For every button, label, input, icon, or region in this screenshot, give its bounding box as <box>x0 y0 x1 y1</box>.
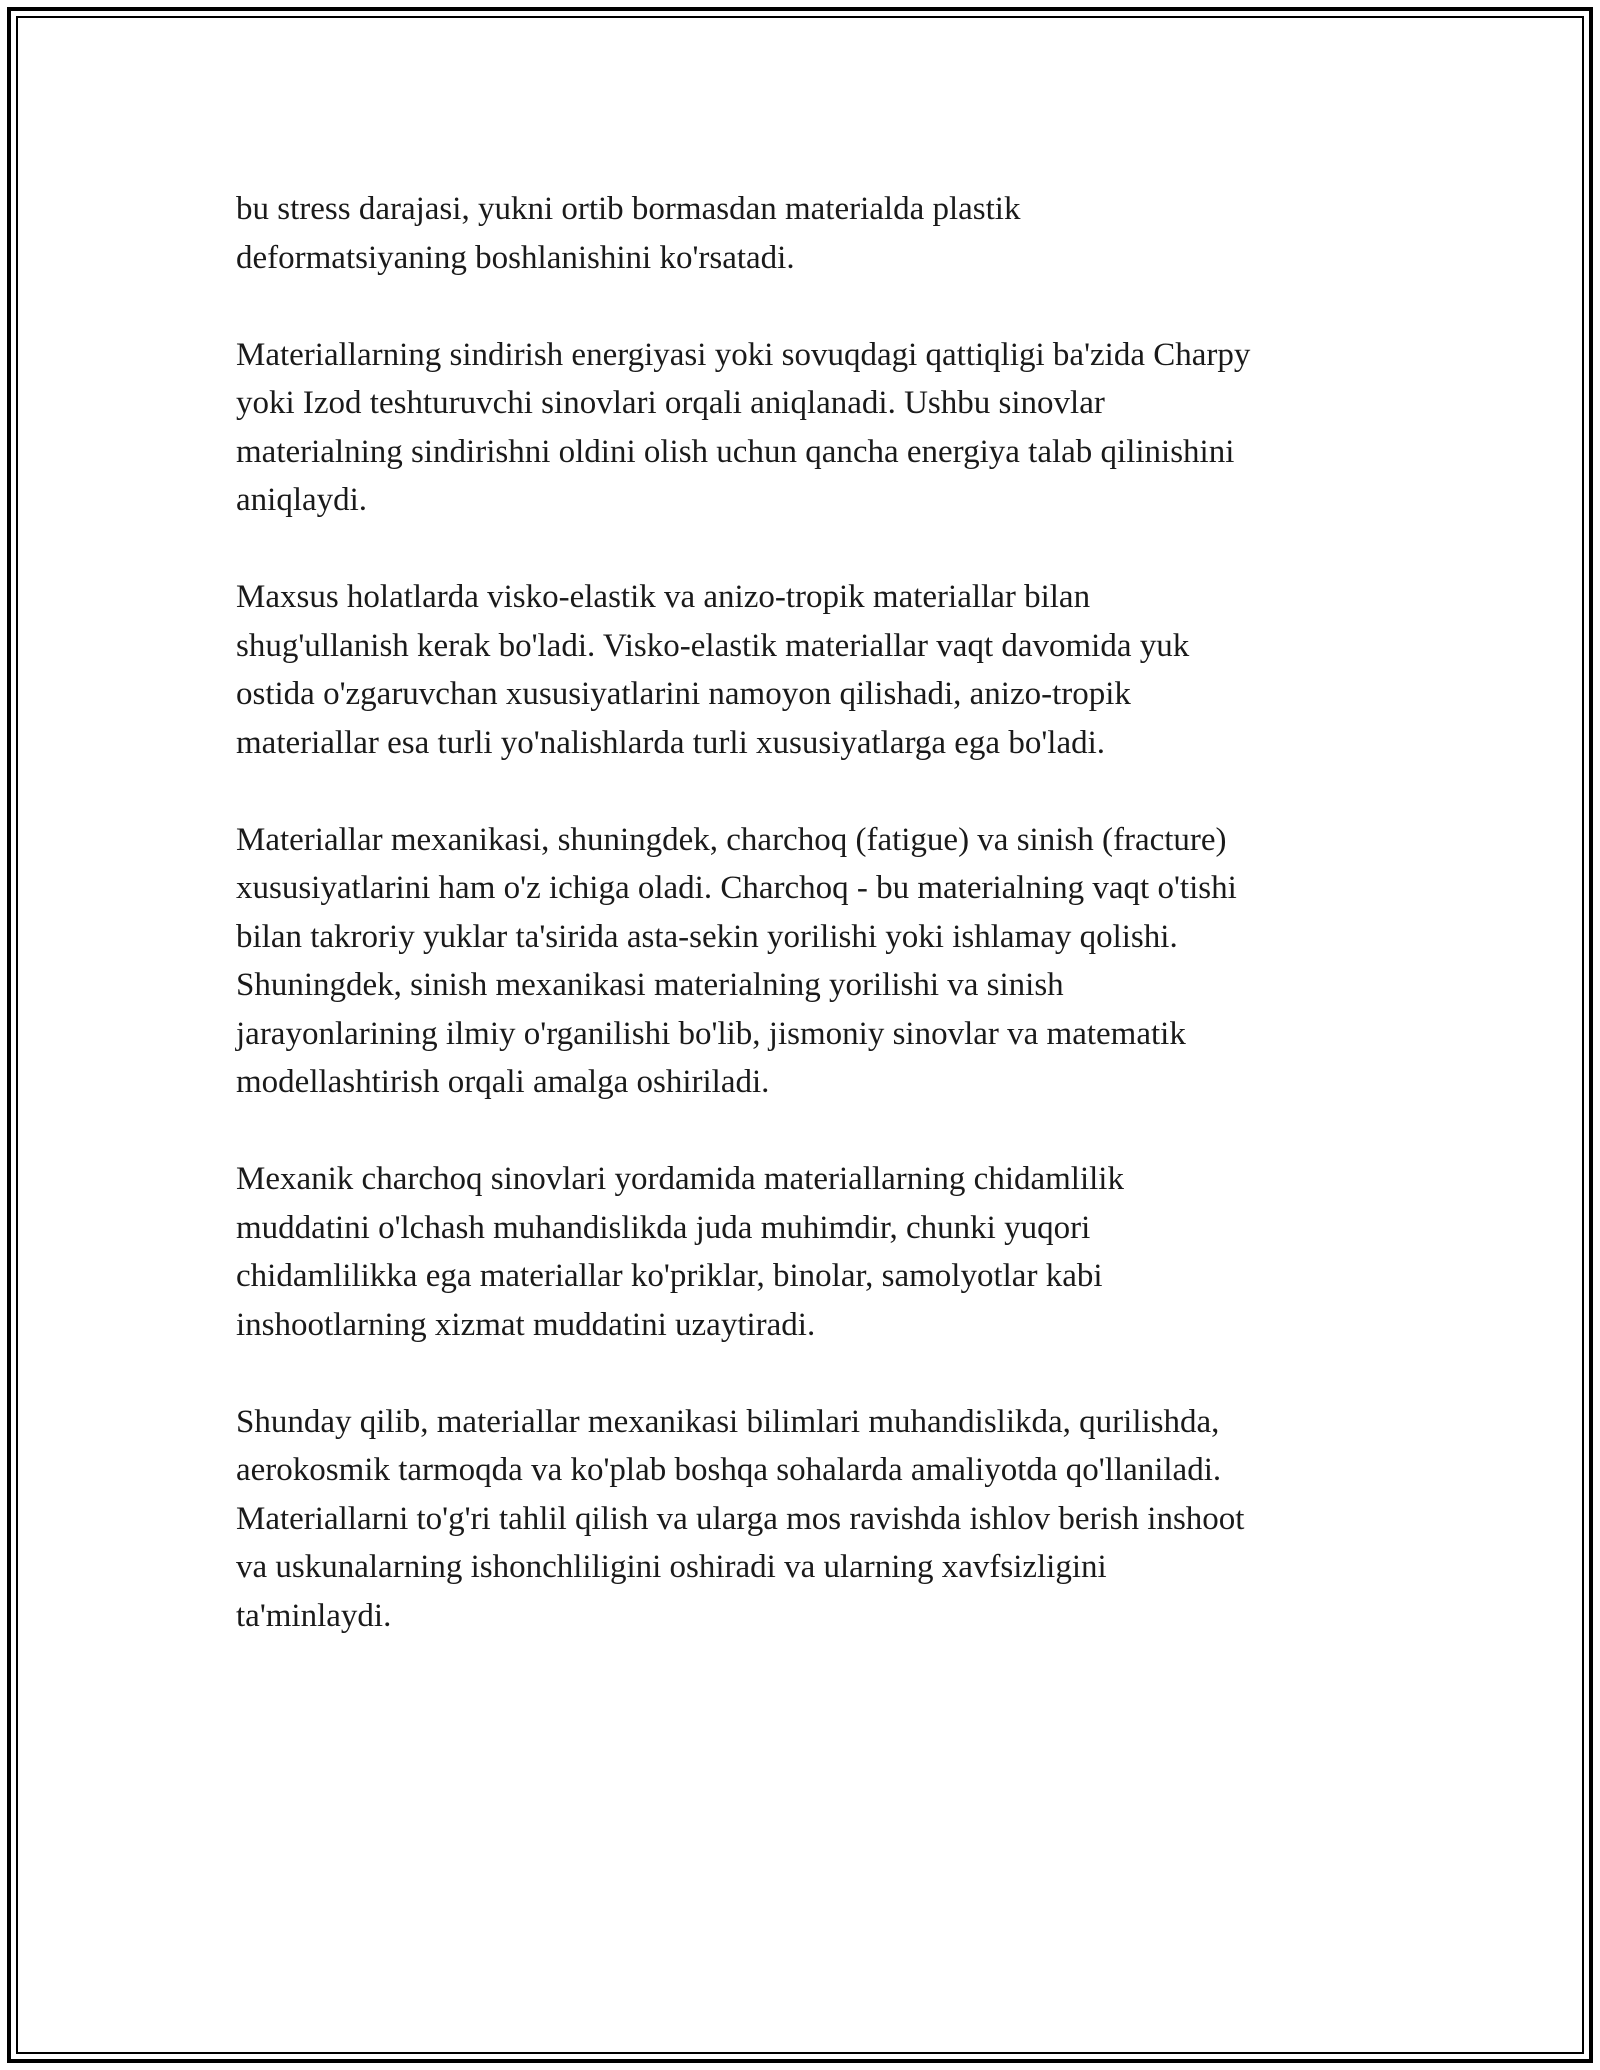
paragraph: bu stress darajasi, yukni ortib bormasdan materialda plastik deformatsiyaning boshlanishini ko'rsatadi. <box>236 191 1021 276</box>
paragraph: Maxsus holatlarda visko-elastik va anizo-tropik materiallar bilan shug'ullanish kerak bo'ladi. Visko-elastik materiallar vaqt davomida yuk ostida o'zgaruvchan xususiyatlarini namoyon qilishadi, anizo-tropik materiallar esa turli yo'nalishlarda turli xususiyatlarga ega bo'ladi. <box>236 579 1190 761</box>
paragraph: Mexanik charchoq sinovlari yordamida materiallarning chidamlilik muddatini o'lchash muhandislikda juda muhimdir, chunki yuqori chidamlilikka ega materiallar ko'priklar, binolar, samolyotlar kabi inshootlarning xizmat muddatini uzaytiradi. <box>236 1161 1124 1343</box>
paragraph: Shunday qilib, materiallar mexanikasi bilimlari muhandislikda, qurilishda, aerokosmik tarmoqda va ko'plab boshqa sohalarda amaliyotda qo'llaniladi. Materiallarni to'g'ri tahlil qilish va ularga mos ravishda ishlov berish inshoot va uskunalarning ishonchliligini oshiradi va ularning xavfsizligini ta'minlaydi. <box>236 1403 1245 1634</box>
paragraph: Materiallarning sindirish energiyasi yoki sovuqdagi qattiqligi ba'zida Charpy yoki Izod teshturuvchi sinovlari orqali aniqlanadi. Ushbu sinovlar materialning sindirishni oldini olish uchun qancha energiya talab qilinishini aniqlaydi. <box>236 336 1251 518</box>
paragraph: Materiallar mexanikasi, shuningdek, charchoq (fatigue) va sinish (fracture) xususiyatlarini ham o'z ichiga oladi. Charchoq - bu materialning vaqt o'tishi bilan takroriy yuklar ta'sirida asta-sekin yorilishi yoki ishlamay qolishi. Shuningdek, sinish mexanikasi materialning yorilishi va sinish jarayonlarining ilmiy o'rganilishi bo'lib, jismoniy sinovlar va matematik modellashtirish orqali amalga oshiriladi. <box>236 821 1237 1100</box>
document-body <box>236 185 1376 1689</box>
